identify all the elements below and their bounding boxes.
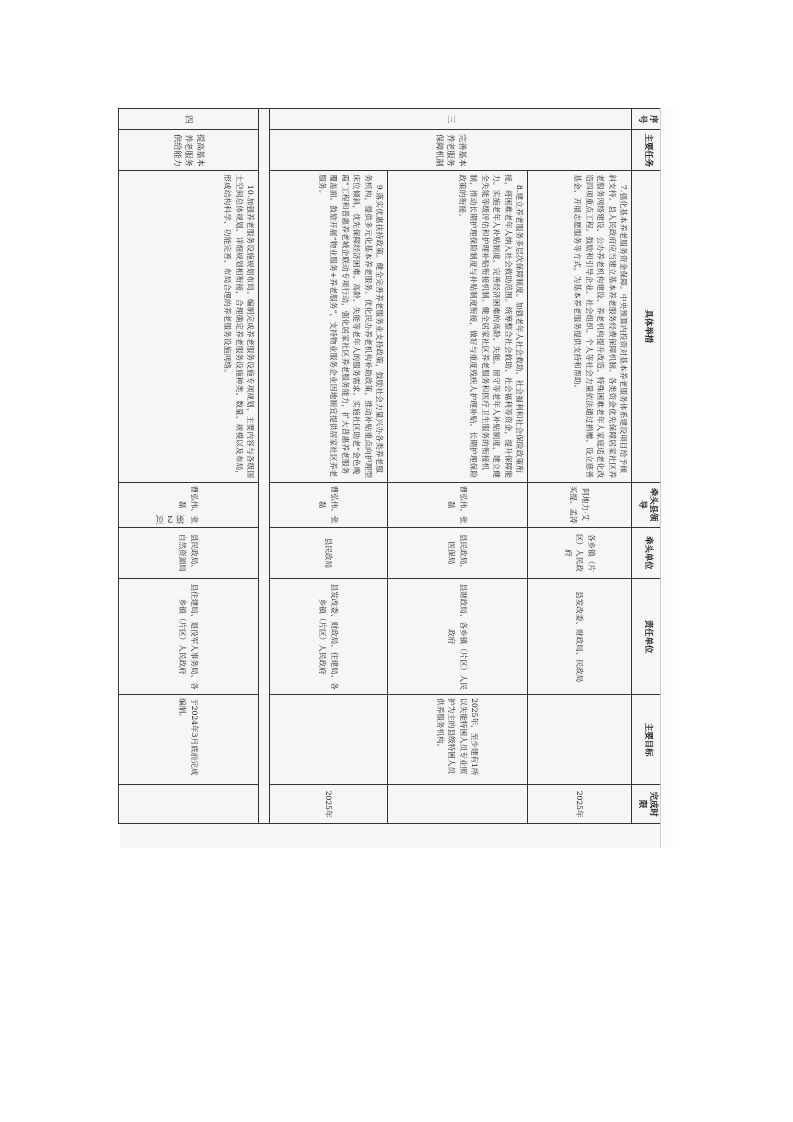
lead-unit-cell: 县民政局 [270, 527, 388, 579]
measure-cell: 9.落实优惠扶持政策。健全完善养老服务业支持政策，鼓励社会力量兴办各类养老服务机构，提供多元化基本养老服务。优化民办养老机构补助政策，推动补贴重点向护理型床位倾斜，优先保障经济困难、高龄、失能等老年人的服务需求。实施社区助老“金色晚霞”工程和普惠养老城企联动专项行动，强化居家社区养老服务能力，扩大普惠养老服务覆盖面。鼓励开展“物业服务+养老服务”，支持物业服务企业因地制宜提供居家社区养老服务。 [270, 171, 388, 482]
group-task: 完善基本养老服务保障机制 [270, 130, 632, 171]
row-separator [259, 109, 270, 824]
deadline-cell [119, 785, 259, 824]
resp-unit-cell: 县发改委、财政局、住建局、各乡镇（片区）人民政府 [270, 579, 388, 695]
table-row [388, 109, 528, 824]
goal-cell: 2025年，至少建有1所以失能特困人员专业照护为主的县级特困人员供养服务机构。 [388, 695, 528, 785]
rotated-table-container [120, 108, 666, 824]
resp-unit-cell: 县财政局、各乡镇（片区）人民政府 [388, 579, 528, 695]
leader-cell: 曹弘伟、张磊 [119, 482, 259, 527]
header-resp-unit: 责任单位 [632, 579, 666, 695]
page-number: 第 2 页 [155, 513, 185, 523]
resp-unit-cell: 县住建局、退役军人事务局、各乡镇（片区）人民政府 [119, 579, 259, 695]
goal-cell: 于2024年3月底前完成编制。 [119, 695, 259, 785]
goal-cell [528, 695, 632, 785]
lead-unit-cell: 各乡镇（片区）人民政府 [528, 527, 632, 579]
table-row [270, 109, 388, 824]
header-seq: 序号 [632, 109, 666, 130]
leader-cell: 曹弘伟、张磊 [270, 482, 388, 527]
header-goal: 主要目标 [632, 695, 666, 785]
table-row [119, 109, 259, 824]
header-deadline: 完成时限 [632, 785, 666, 824]
task-table [118, 108, 666, 824]
scanned-page [120, 108, 666, 848]
header-leader: 牵头县领导 [632, 482, 666, 527]
lead-unit-cell: 县民政局、自然资源局 [119, 527, 259, 579]
leader-cell: 曹弘伟、张磊 [388, 482, 528, 527]
header-task: 主要任务 [632, 130, 666, 171]
scan-edge [660, 108, 673, 848]
resp-unit-cell: 县发改委、财政局、民政局 [528, 579, 632, 695]
separator-cell [259, 109, 270, 824]
leader-cell: 阿地力·艾买提、孟涛 [528, 482, 632, 527]
lead-unit-cell: 县民政局、医保局 [388, 527, 528, 579]
deadline-cell [388, 785, 528, 824]
deadline-cell: 2025年 [270, 785, 388, 824]
group-seq: 三 [270, 109, 632, 130]
table-row [528, 109, 632, 824]
group-seq: 四 [119, 109, 259, 130]
measure-cell: 7.强化基本养老服务资金保障。中央预算内投资对基本养老服务体系建设项目给予倾斜支持。县人民政府应当建立基本养老服务经费保障机制。各类资金优先保障居家社区养老服务网络建设、公办养老机构建设、养老机构提升改造、特殊困难老年人家庭适老化改造四项重点工程。鼓励和引导企业、社会组织、个人等社会力量依法通过捐赠、设立慈善基金、开展志愿服务等方式，为基本养老服务提供支持和帮助。 [528, 171, 632, 482]
goal-cell [270, 695, 388, 785]
measure-cell: 10.加强养老服务设施规划布局。编制完成养老服务设施专项规划，主要内容与各级国土空间总体规划、详细规划相衔接，合理确定养老服务设施种类、数量、规模以及布局，形成结构科学、功能完善、布局合理的养老服务设施网络。 [119, 171, 259, 482]
group-task: 提高基本养老服务供给能力 [119, 130, 259, 171]
header-measure: 具体举措 [632, 171, 666, 482]
deadline-cell: 2025年 [528, 785, 632, 824]
header-lead-unit: 牵头单位 [632, 527, 666, 579]
measure-cell: 8.建立养老服务多层次保障制度。加强老年人社会救助、社会福利和社会保险政策衔接，将困难老年人纳入社会救助范围。统筹整合社会救助、社会福利等资金，提升保障能力。实施老年人补贴制度，完善经济困难的高龄、失能、留守等老年人补贴制度，建立健全失能等级评估和护理补贴衔接机制。健全居家社区养老服务和医疗卫生服务的衔接机制，推动长期护理保险制度与补贴制度衔接，做好与重度残疾人护理补贴、长期护理保险政策的衔接。 [388, 171, 528, 482]
